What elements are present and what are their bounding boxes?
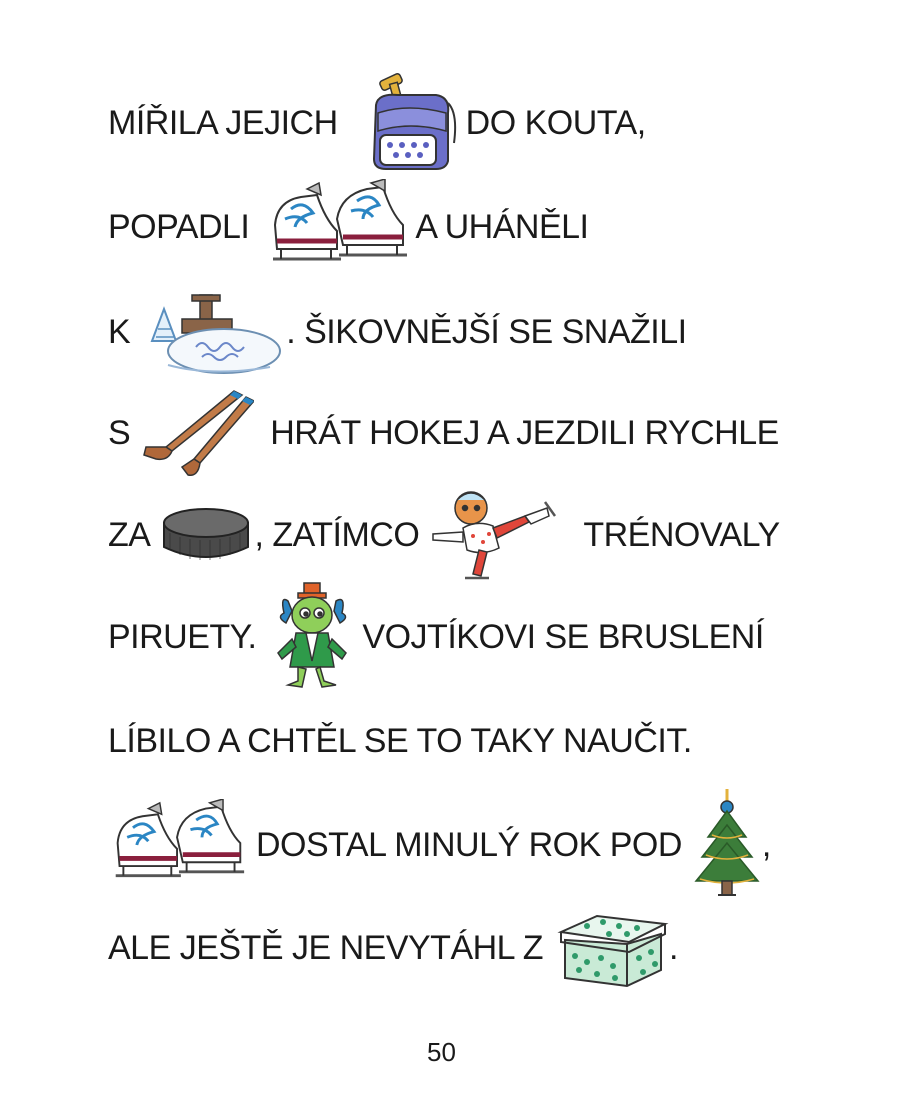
text-segment: , ZATÍMCO [254,515,420,554]
text-segment: A UHÁNĚLI [415,207,589,246]
text-segment: S [108,413,131,452]
christmas-tree-icon [692,789,762,901]
text-segment: . ŠIKOVNĚJŠÍ SE SNAŽILI [286,312,687,351]
text-segment: HRÁT HOKEJ A JEZDILI RYCHLE [270,413,779,452]
text-line-3 [108,277,687,387]
text-line-8 [108,790,771,900]
gift-box-icon [557,906,669,990]
text-segment: ZA [108,515,151,554]
text-segment: K [108,312,131,351]
text-segment: POPADLI [108,207,250,246]
hockey-sticks-icon [142,387,254,479]
text-segment: VOJTÍKOVI SE BRUSLENÍ [362,617,764,656]
hockey-puck-icon [160,503,252,567]
page-number: 50 [427,1037,456,1067]
text-segment: , [761,825,771,864]
text-line-5 [108,480,780,590]
text-segment: LÍBILO A CHTĚL SE TO TAKY NAUČIT. [108,721,692,760]
ice-skates-icon [267,179,409,275]
text-segment: DOSTAL MINULÝ ROK POD [256,825,682,864]
text-segment: ALE JEŠTĚ JE NEVYTÁHL Z [108,928,544,967]
text-segment: DO KOUTA, [465,103,646,142]
text-line-4 [108,378,779,488]
text-segment: PIRUETY. [108,617,257,656]
frozen-pond-icon [142,285,282,379]
text-segment: TRÉNOVALY [583,515,780,554]
text-line-9 [108,893,678,1003]
backpack-icon [358,73,458,173]
text-line-6 [108,582,764,692]
goblin-vojtik-icon [270,581,358,693]
text-segment: MÍŘILA JEJICH [108,103,338,142]
text-line-1 [108,68,646,178]
ice-skates-icon [108,799,248,891]
text-line-7 [108,686,692,796]
text-line-2 [108,172,589,282]
text-segment: . [669,928,678,967]
skating-girl-icon [427,486,559,584]
